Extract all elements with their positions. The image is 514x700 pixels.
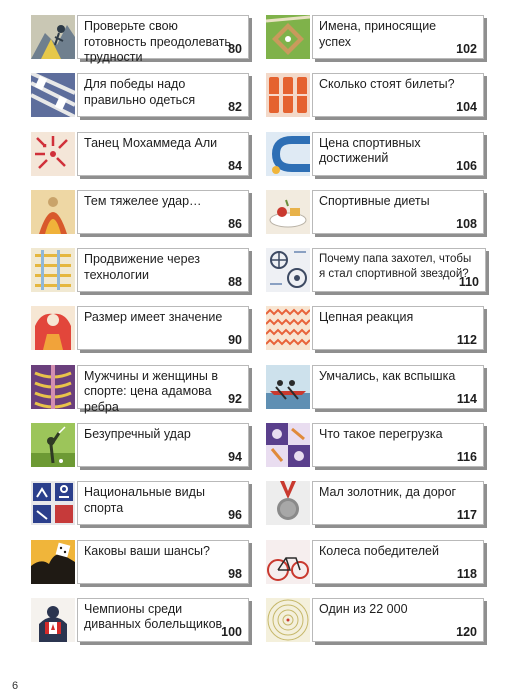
ribs-pattern-icon — [31, 365, 75, 409]
entry-page-number: 117 — [456, 508, 477, 523]
zigzag-waves-icon — [266, 306, 310, 350]
entry-page-number: 116 — [456, 450, 477, 465]
toc-entry[interactable] — [31, 365, 249, 414]
entry-page-number: 88 — [228, 275, 242, 290]
impact-icon — [31, 190, 75, 234]
toc-card — [312, 132, 484, 176]
mountain-climber-icon — [31, 15, 75, 59]
bicycle-icon — [266, 540, 310, 584]
toc-entry[interactable] — [31, 132, 249, 176]
entry-title: Каковы ваши шансы? — [84, 543, 210, 558]
entry-title: Колеса победителей — [319, 543, 439, 558]
entry-page-number: 112 — [456, 333, 477, 348]
toc-entry[interactable] — [266, 15, 484, 59]
boxing-arrows-icon — [31, 132, 75, 176]
rowing-boat-icon — [266, 365, 310, 409]
running-track-icon — [266, 132, 310, 176]
athlete-silhouette-icon — [31, 306, 75, 350]
toc-card — [312, 15, 484, 59]
dice-icon — [31, 540, 75, 584]
toc-entry[interactable] — [31, 598, 249, 642]
toc-card — [77, 423, 249, 467]
toc-entry[interactable] — [31, 540, 249, 584]
entry-title: Для победы надо правильно одеться — [84, 77, 196, 107]
toc-card — [77, 540, 249, 584]
entry-title: Чемпионы среди диванных болельщиков — [84, 601, 223, 632]
entry-title: Продвижение через технологии — [84, 252, 200, 282]
entry-page-number: 82 — [228, 100, 242, 115]
toc-card — [312, 598, 484, 642]
toc-entry[interactable] — [266, 423, 484, 467]
entry-page-number: 84 — [228, 158, 242, 173]
medal-icon — [266, 481, 310, 525]
sportswear-pattern-icon — [31, 73, 75, 117]
entry-title: Цена спортивных достижений — [319, 135, 421, 166]
toc-entry[interactable] — [266, 132, 484, 176]
baseball-field-icon — [266, 15, 310, 59]
toc-right-column — [266, 15, 484, 656]
toc-entry[interactable] — [266, 540, 484, 584]
page-number: 6 — [12, 680, 19, 692]
toc-card — [77, 132, 249, 176]
entry-page-number: 94 — [228, 450, 242, 465]
entry-title: Тем тяжелее удар… — [84, 193, 202, 208]
entry-page-number: 90 — [228, 333, 242, 348]
toc-entry[interactable] — [266, 481, 484, 525]
toc-entry[interactable] — [266, 365, 484, 409]
canada-flag-fan-icon — [31, 598, 75, 642]
entry-page-number: 92 — [228, 391, 242, 406]
entry-title: Цепная реакция — [319, 310, 414, 325]
toc-entry[interactable] — [266, 598, 484, 642]
toc-card — [77, 248, 249, 292]
toc-entry[interactable] — [266, 73, 484, 117]
entry-title: Почему папа захотел, чтобы я стал спортивной звездой? — [319, 253, 472, 281]
toc-entry[interactable] — [31, 190, 249, 234]
toc-card — [77, 598, 249, 642]
entry-page-number: 102 — [456, 42, 477, 56]
entry-title: Мал золотник, да дорог — [319, 485, 457, 500]
entry-page-number: 120 — [456, 624, 477, 639]
toc-card — [77, 481, 249, 525]
toc-left-column — [31, 15, 249, 656]
entry-page-number: 104 — [456, 100, 477, 115]
technology-bars-icon — [31, 248, 75, 292]
entry-title: Спортивные диеты — [319, 193, 430, 208]
entry-page-number: 86 — [228, 216, 242, 231]
sport-pictograms-icon — [31, 481, 75, 525]
wheel-diagram-icon — [266, 248, 310, 292]
entry-page-number: 80 — [228, 42, 242, 56]
toc-entry[interactable] — [31, 248, 249, 292]
food-plate-icon — [266, 190, 310, 234]
toc-entry[interactable] — [266, 248, 484, 292]
toc-card — [312, 481, 484, 525]
toc-card — [312, 423, 484, 467]
g-force-icon — [266, 423, 310, 467]
tickets-icon — [266, 73, 310, 117]
toc-card — [312, 306, 484, 350]
golf-swing-icon — [31, 423, 75, 467]
toc-card — [77, 73, 249, 117]
toc-card — [312, 540, 484, 584]
toc-card — [312, 73, 484, 117]
entry-title: Один из 22 000 — [319, 601, 408, 616]
toc-entry[interactable] — [31, 423, 249, 467]
entry-page-number: 96 — [228, 508, 242, 523]
entry-title: Что такое перегрузка — [319, 427, 443, 442]
entry-title: Национальные виды спорта — [84, 485, 205, 515]
toc-card — [312, 190, 484, 234]
toc-entry[interactable] — [266, 190, 484, 234]
entry-title: Мужчины и женщины в спорте: цена адамова ребра — [84, 368, 218, 414]
toc-entry[interactable] — [31, 306, 249, 350]
entry-page-number: 108 — [456, 216, 477, 231]
toc-entry[interactable] — [31, 15, 249, 64]
toc-card — [77, 306, 249, 350]
toc-entry[interactable] — [266, 306, 484, 350]
entry-title: Умчались, как вспышка — [319, 368, 456, 383]
entry-page-number: 118 — [456, 566, 477, 581]
toc-card — [77, 15, 249, 64]
entry-title: Размер имеет значение — [84, 310, 223, 325]
entry-page-number: 110 — [458, 275, 479, 290]
entry-page-number: 100 — [221, 624, 242, 639]
toc-entry[interactable] — [31, 73, 249, 117]
target-rings-icon — [266, 598, 310, 642]
entry-title: Безупречный удар — [84, 427, 191, 442]
toc-card — [77, 190, 249, 234]
entry-title: Проверьте свою готовность преодолевать трудности — [84, 19, 231, 64]
toc-card — [312, 248, 486, 292]
toc-card — [312, 365, 484, 409]
entry-page-number: 98 — [228, 566, 242, 581]
toc-card — [77, 365, 249, 414]
entry-page-number: 106 — [456, 158, 477, 173]
entry-title: Танец Мохаммеда Али — [84, 135, 218, 150]
entry-title: Имена, приносящие успех — [319, 19, 437, 49]
entry-page-number: 114 — [456, 391, 477, 406]
entry-title: Сколько стоят билеты? — [319, 77, 455, 92]
toc-entry[interactable] — [31, 481, 249, 525]
